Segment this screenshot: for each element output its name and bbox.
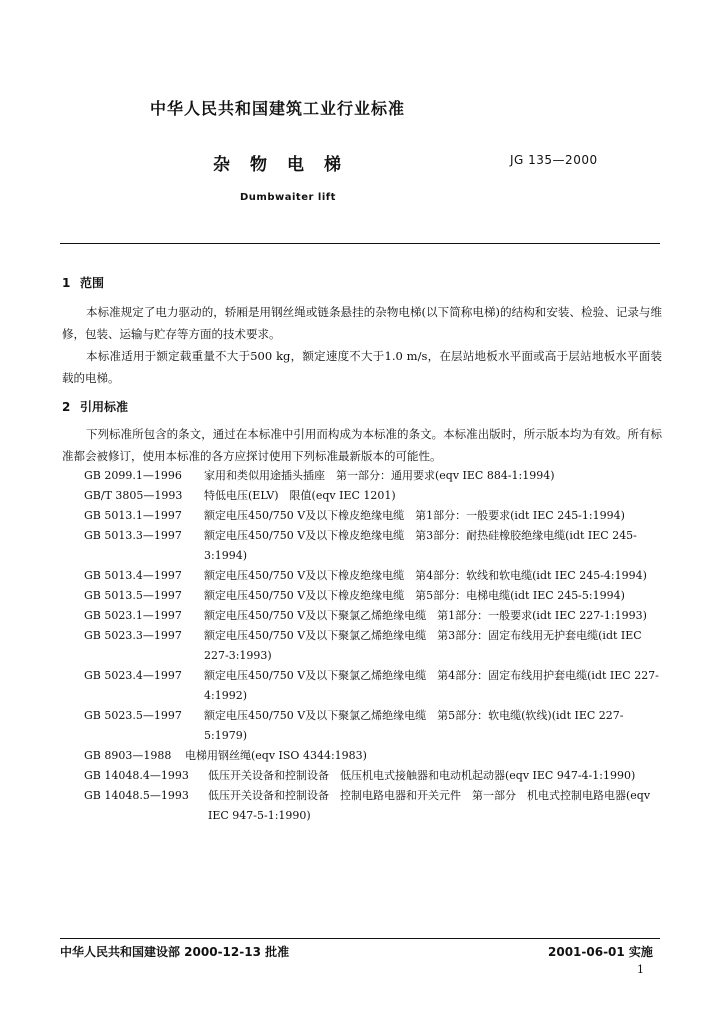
- paragraph: 下列标准所包含的条文，通过在本标准中引用而构成为本标准的条文。本标准出版时，所示版本均为有效。所有标准都会被修订，使用本标准的各方应探讨使用下列标准最新版本的可能性。: [62, 427, 662, 463]
- reference-item: [84, 586, 664, 606]
- paragraph: 本标准规定了电力驱动的，轿厢是用钢丝绳或链条悬挂的杂物电梯(以下简称电梯)的结构和安装、检验、记录与维修，包装、运输与贮存等方面的技术要求。: [62, 305, 662, 341]
- reference-description: 家用和类似用途插头插座 第一部分：通用要求(eqv IEC 884-1:1994): [204, 469, 555, 482]
- reference-item: [84, 626, 664, 666]
- reference-code: GB 14048.4—1993: [84, 769, 189, 782]
- section-heading-references: [62, 398, 128, 415]
- reference-list: [84, 466, 664, 826]
- reference-description: 额定电压450/750 V及以下聚氯乙烯绝缘电缆 第1部分：一般要求(idt IEC 227-1:1993): [204, 609, 647, 622]
- document-title: 杂物电梯: [213, 155, 361, 175]
- reference-description: 额定电压450/750 V及以下聚氯乙烯绝缘电缆 第4部分：固定布线用护套电缆(idt IEC 227-4:1992): [204, 669, 659, 702]
- reference-code: GB 8903—1988: [84, 749, 172, 762]
- reference-description: 额定电压450/750 V及以下橡皮绝缘电缆 第4部分：软线和软电缆(idt IEC 245-4:1994): [204, 569, 647, 582]
- reference-item: [84, 766, 664, 786]
- reference-item: [84, 506, 664, 526]
- english-title: Dumbwaiter lift: [240, 192, 336, 203]
- section-title: 引用标准: [80, 400, 129, 414]
- page-number: 1: [637, 963, 644, 976]
- reference-code: GB 5023.3—1997: [84, 629, 182, 642]
- reference-item: [84, 786, 664, 826]
- reference-description: 额定电压450/750 V及以下橡皮绝缘电缆 第5部分：电梯电缆(idt IEC 245-5:1994): [204, 589, 625, 602]
- reference-description: 额定电压450/750 V及以下聚氯乙烯绝缘电缆 第3部分：固定布线用无护套电缆(idt IEC 227-3:1993): [204, 629, 642, 662]
- reference-description: 特低电压(ELV) 限值(eqv IEC 1201): [204, 489, 396, 502]
- reference-description: 低压开关设备和控制设备 低压机电式接触器和电动机起动器(eqv IEC 947-4-1:1990): [208, 769, 636, 782]
- reference-code: GB/T 3805—1993: [84, 489, 183, 502]
- paragraph: 本标准适用于额定载重量不大于500 kg，额定速度不大于1.0 m/s，在层站地板水平面或高于层站地板水平面装载的电梯。: [62, 349, 662, 385]
- reference-item: [84, 606, 664, 626]
- section-number: 2: [62, 400, 71, 414]
- section-title: 范围: [80, 276, 105, 290]
- reference-item: [84, 566, 664, 586]
- footer-divider: [60, 938, 660, 939]
- reference-description: 额定电压450/750 V及以下聚氯乙烯绝缘电缆 第5部分：软电缆(软线)(idt IEC 227-5:1979): [204, 709, 624, 742]
- section-number: 1: [62, 276, 71, 290]
- reference-description: 额定电压450/750 V及以下橡皮绝缘电缆 第3部分：耐热硅橡胶绝缘电缆(idt IEC 245-3:1994): [204, 529, 637, 562]
- reference-code: GB 5013.5—1997: [84, 589, 182, 602]
- section-heading-scope: [62, 274, 104, 291]
- header-divider: [60, 243, 660, 244]
- effective-date: 2001-06-01 实施: [548, 945, 653, 959]
- reference-item: [84, 706, 664, 746]
- standard-type-heading: 中华人民共和国建筑工业行业标准: [150, 99, 406, 118]
- reference-description: 额定电压450/750 V及以下橡皮绝缘电缆 第1部分：一般要求(idt IEC 245-1:1994): [204, 509, 625, 522]
- reference-item: [84, 666, 664, 706]
- reference-item: [84, 746, 664, 766]
- reference-description: 电梯用钢丝绳(eqv ISO 4344:1983): [185, 749, 367, 762]
- reference-code: GB 5023.1—1997: [84, 609, 182, 622]
- reference-code: GB 2099.1—1996: [84, 469, 182, 482]
- reference-item: [84, 526, 664, 566]
- reference-code: GB 14048.5—1993: [84, 789, 189, 802]
- reference-code: GB 5013.1—1997: [84, 509, 182, 522]
- reference-code: GB 5023.4—1997: [84, 669, 182, 682]
- reference-item: [84, 486, 664, 506]
- reference-code: GB 5013.3—1997: [84, 529, 182, 542]
- reference-item: [84, 466, 664, 486]
- reference-description: 低压开关设备和控制设备 控制电路电器和开关元件 第一部分 机电式控制电路电器(eqv IEC 947-5-1:1990): [208, 789, 651, 822]
- reference-code: GB 5013.4—1997: [84, 569, 182, 582]
- standard-code: JG 135—2000: [510, 153, 598, 167]
- approval-line: 中华人民共和国建设部 2000-12-13 批准: [60, 945, 290, 959]
- reference-code: GB 5023.5—1997: [84, 709, 182, 722]
